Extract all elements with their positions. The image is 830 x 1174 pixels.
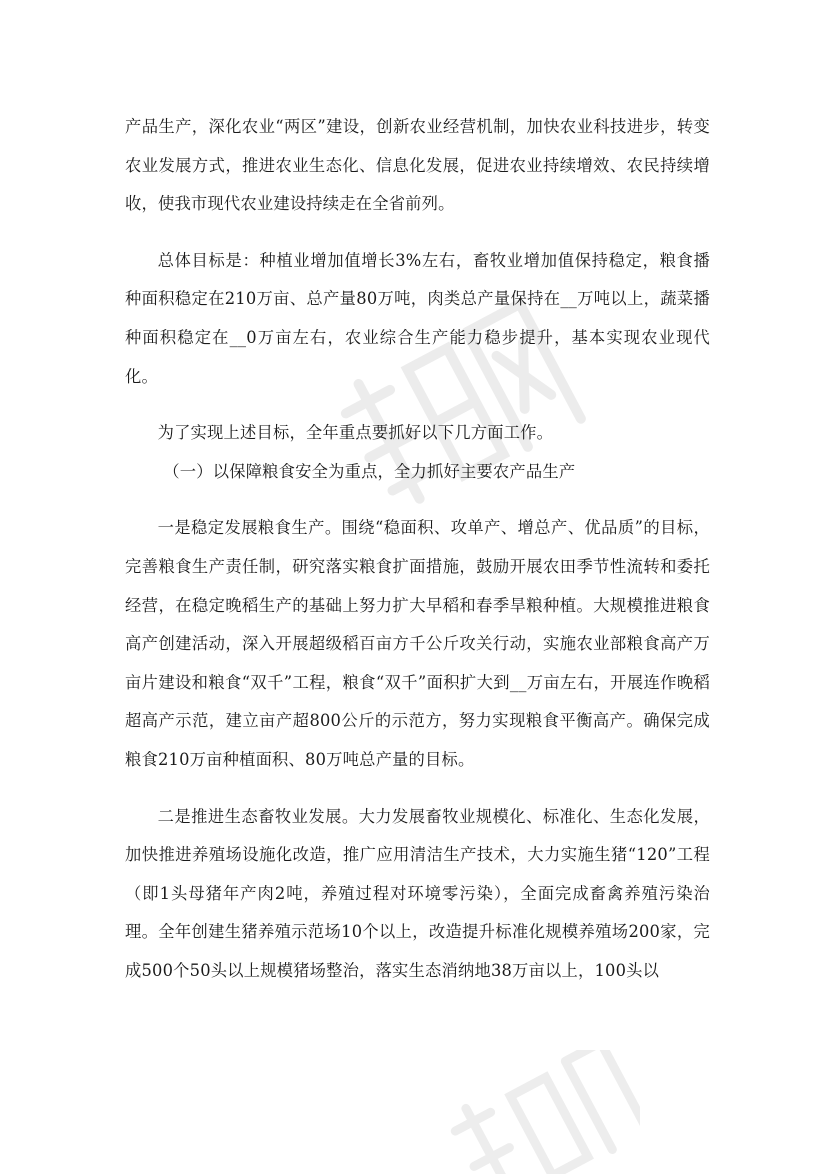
watermark-graphic-bottom <box>440 1050 640 1174</box>
paragraph-overall-goals: 总体目标是：种植业增加值增长3%左右，畜牧业增加值保持稳定，粮食播种面积稳定在210万亩、总产量80万吨，肉类总产量保持在__万吨以上，蔬菜播种面积稳定在__0万亩左右，农业综合生产能力稳步提升，基本实现农业现代化。 <box>125 250 710 386</box>
paragraph-intro-continuation: 产品生产，深化农业“两区”建设，创新农业经营机制，加快农业科技进步，转变农业发展方式，推进农业生态化、信息化发展，促进农业持续增效、农民持续增收，使我市现代农业建设持续走在全省前列。 <box>125 117 710 214</box>
document-body <box>125 108 710 990</box>
paragraph-grain-production: 一是稳定发展粮食生产。围绕“稳面积、攻单产、增总产、优品质”的目标，完善粮食生产责任制，研究落实粮食扩面措施，鼓励开展农田季节性流转和委托经营，在稳定晚稻生产的基础上努力扩大早稻和春季旱粮种植。大规模推进粮食高产创建活动，深入开展超级稻百亩方千公斤攻关行动，实施农业部粮食高产万亩片建设和粮食“双千”工程，粮食“双千”面积扩大到__万亩左右，开展连作晚稻超高产示范，建立亩产超800公斤的示范方，努力实现粮食平衡高产。确保完成粮食210万亩种植面积、80万吨总产量的目标。 <box>125 518 710 769</box>
section-heading-food-security: （一）以保障粮食安全为重点，全力抓好主要农产品生产 <box>163 461 576 481</box>
paragraph-ecological-livestock: 二是推进生态畜牧业发展。大力发展畜牧业规模化、标准化、生态化发展，加快推进养殖场设施化改造，推广应用清洁生产技术，大力实施生猪“120”工程（即1头母猪年产肉2吨，养殖过程对环境零污染），全面完成畜禽养殖污染治理。全年创建生猪养殖示范场10个以上，改造提升标准化规模养殖场200家，完成500个50头以上规模猪场整治，落实生态消纳地38万亩以上，100头以 <box>125 806 710 980</box>
paragraph-work-intro: 为了实现上述目标，全年重点要抓好以下几方面工作。 <box>157 423 554 443</box>
